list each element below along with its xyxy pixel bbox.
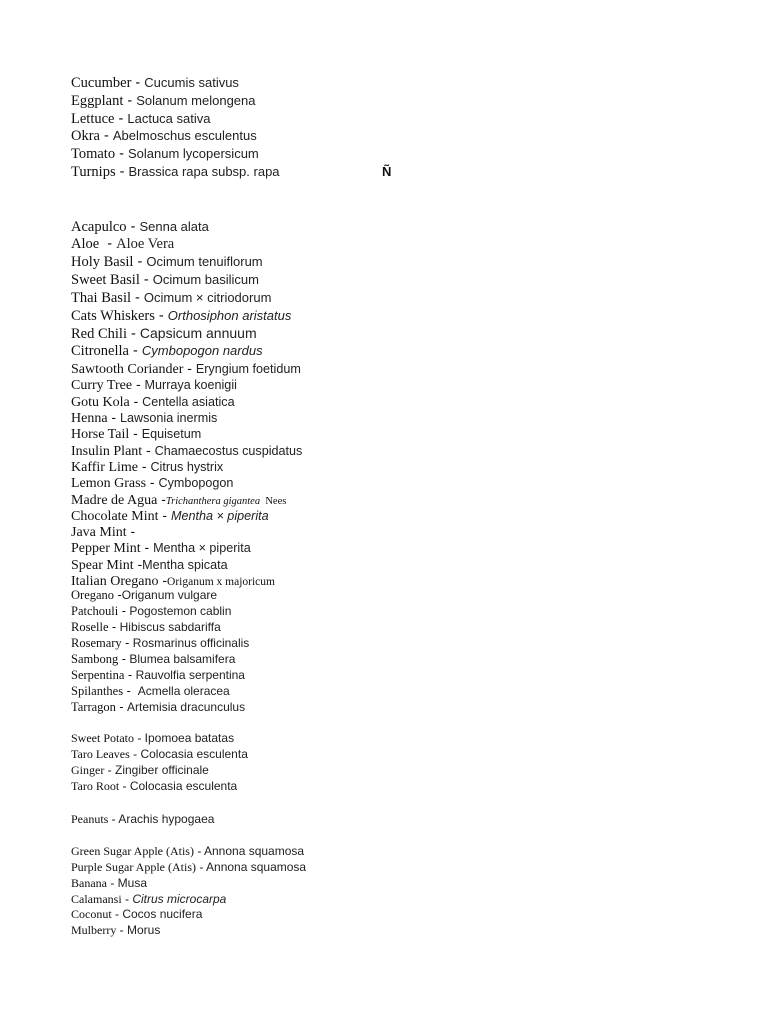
separator: -: [126, 218, 140, 235]
common-name: Sweet Basil: [71, 272, 140, 289]
common-name: Citronella: [71, 343, 129, 360]
separator: -: [157, 490, 166, 507]
common-name: Cucumber: [71, 75, 132, 91]
plant-entry: [71, 218, 731, 236]
separator: -: [193, 843, 204, 858]
scientific-name: Ocimum tenuiflorum: [146, 254, 263, 270]
plant-group: [71, 731, 731, 795]
scientific-name: Artemisia dracunculus: [127, 699, 246, 714]
separator: -: [114, 588, 122, 603]
separator: -: [99, 235, 117, 252]
plant-entry: [71, 668, 731, 684]
plant-entry: [71, 763, 731, 779]
plant-entry: [71, 588, 731, 604]
common-name: Chocolate Mint: [71, 508, 159, 524]
common-name: Holy Basil: [71, 254, 134, 271]
separator: -: [139, 272, 153, 289]
scientific-name: Lactuca sativa: [127, 110, 211, 126]
scientific-name: Morus: [127, 923, 161, 938]
common-name: Eggplant: [71, 92, 124, 109]
scientific-name: Mentha × piperita: [170, 508, 269, 523]
scientific-name: Musa: [117, 875, 147, 890]
scientific-name: Pogostemon cablin: [129, 604, 232, 619]
plant-entry: [71, 812, 731, 828]
plant-entry: [71, 409, 731, 425]
separator: -: [132, 376, 145, 393]
separator: -: [118, 604, 130, 619]
separator: -: [138, 457, 151, 474]
scientific-name: Abelmoschus esculentus: [112, 128, 257, 144]
group-spacer: [71, 795, 731, 812]
plant-entry: [71, 393, 731, 409]
scientific-name: Chamaecostus cuspidatus: [154, 443, 303, 458]
plant-group: [71, 360, 731, 588]
common-name: Ginger: [71, 763, 105, 778]
scientific-name: Cymbopogon: [158, 476, 234, 491]
separator: -: [119, 779, 130, 794]
plant-entry: [71, 236, 731, 254]
common-name: Calamansi: [71, 891, 122, 906]
scientific-name: Lawsonia inermis: [120, 411, 218, 426]
common-name: Red Chili: [71, 325, 127, 342]
separator: -: [140, 539, 154, 556]
common-name: Tomato: [71, 146, 116, 163]
scientific-name: Eryngium foetidum: [195, 362, 301, 377]
stray-character: Ñ: [382, 163, 392, 179]
separator: -: [129, 392, 143, 409]
separator: -: [127, 325, 140, 342]
scientific-name: Colocasia esculenta: [140, 747, 248, 762]
common-name: Thai Basil: [71, 289, 132, 306]
separator: -: [108, 620, 120, 635]
scientific-name: Trichanthera gigantea: [165, 495, 261, 507]
scientific-name: Rauvolfia serpentina: [135, 667, 245, 682]
separator: -: [133, 254, 147, 271]
group-spacer: [71, 715, 731, 731]
scientific-name: Cucumis sativus: [144, 75, 239, 90]
plant-entry: [71, 779, 731, 795]
group-spacer: [71, 828, 731, 844]
plant-entry: [71, 539, 731, 555]
common-name: Mulberry: [71, 923, 117, 938]
common-name: Lettuce: [71, 110, 115, 127]
separator: -: [115, 163, 129, 180]
separator: -: [116, 923, 127, 938]
separator: -: [104, 763, 115, 778]
plant-entry: [71, 572, 731, 588]
scientific-name: Zingiber officinale: [115, 763, 209, 778]
plant-entry: [71, 342, 731, 360]
scientific-name: Arachis hypogaea: [118, 812, 215, 826]
scientific-name: Blumea balsamifera: [129, 651, 236, 666]
common-name: Spilanthes: [71, 683, 124, 698]
separator: -: [146, 474, 159, 491]
scientific-name: Ipomoea batatas: [144, 731, 235, 746]
common-name: Taro Root: [71, 779, 120, 794]
plant-entry: [71, 458, 731, 474]
plant-entry: [71, 145, 731, 163]
common-name: Curry Tree: [71, 378, 133, 394]
plant-entry: [71, 163, 731, 181]
scientific-name: Annona squamosa: [204, 843, 305, 858]
separator: -: [121, 891, 133, 906]
plant-entry: [71, 307, 731, 325]
separator: -: [129, 343, 142, 360]
scientific-name: Murraya koenigii: [144, 378, 237, 393]
separator: -: [123, 683, 138, 698]
plant-group: [71, 588, 731, 715]
common-name: Purple Sugar Apple (Atis): [71, 859, 196, 874]
plant-entry: [71, 507, 731, 523]
common-name: Serpentina: [71, 667, 125, 682]
plant-entry: [71, 425, 731, 441]
scientific-name: Brassica rapa subsp. rapa: [128, 163, 280, 179]
separator: -: [121, 635, 133, 650]
plant-entry: [71, 652, 731, 668]
common-name: Sawtooth Coriander: [71, 362, 184, 378]
common-name: Oregano: [71, 588, 115, 603]
plant-entry: [71, 74, 731, 92]
plant-entry: [71, 876, 731, 892]
plant-group: [71, 74, 731, 181]
author-citation: Nees: [260, 495, 287, 507]
scientific-name: Rosmarinus officinalis: [132, 635, 250, 650]
common-name: Cats Whiskers: [71, 307, 155, 324]
common-name: Patchouli: [71, 604, 119, 619]
scientific-name: Solanum lycopersicum: [127, 146, 259, 162]
scientific-name: Acmella oleracea: [137, 683, 230, 698]
plant-entry: [71, 731, 731, 747]
common-name: Aloe: [71, 235, 100, 252]
plant-entry: [71, 360, 731, 376]
plant-entry: [71, 474, 731, 490]
plant-entry: [71, 289, 731, 307]
common-name: Lemon Grass: [71, 476, 147, 492]
separator: -: [108, 812, 119, 826]
common-name: Spear Mint: [71, 557, 134, 573]
separator: -: [115, 146, 128, 163]
separator: -: [124, 667, 136, 682]
common-name: Tarragon: [71, 699, 116, 714]
separator: -: [133, 555, 143, 572]
plant-entry: [71, 860, 731, 876]
plant-entry: [71, 442, 731, 458]
scientific-name: Cocos nucifera: [122, 907, 203, 922]
separator: -: [183, 360, 196, 377]
separator: -: [129, 747, 141, 762]
group-spacer: [71, 181, 731, 218]
common-name: Coconut: [71, 907, 112, 922]
scientific-name: Aloe Vera: [116, 235, 175, 252]
scientific-name: Origanum x majoricum: [167, 576, 275, 589]
separator: -: [114, 110, 128, 127]
separator: -: [129, 425, 142, 442]
common-name: Okra: [71, 128, 100, 145]
common-name: Kaffir Lime: [71, 459, 138, 475]
scientific-name: Ocimum basilicum: [152, 272, 259, 288]
separator: -: [154, 307, 168, 324]
plant-entry: [71, 271, 731, 289]
separator: -: [107, 409, 120, 426]
scientific-name: Citrus hystrix: [150, 459, 224, 474]
common-name: Java Mint: [71, 525, 127, 541]
plant-entry: [71, 892, 731, 908]
common-name: Banana: [71, 875, 107, 890]
plant-group: [71, 844, 731, 939]
plant-group: [71, 218, 731, 360]
common-name: Taro Leaves: [71, 747, 130, 762]
plant-entry: [71, 844, 731, 860]
scientific-name: Ocimum × citriodorum: [143, 289, 272, 305]
plant-entry: [71, 700, 731, 716]
plant-entry: [71, 684, 731, 700]
scientific-name: Annona squamosa: [206, 859, 307, 874]
separator: -: [111, 907, 123, 922]
common-name: Sweet Potato: [71, 731, 134, 746]
scientific-name: Citrus microcarpa: [132, 891, 227, 906]
common-name: Roselle: [71, 620, 109, 635]
scientific-name: Centella asiatica: [142, 394, 235, 409]
scientific-name: Origanum vulgare: [121, 588, 218, 603]
scientific-name: Senna alata: [139, 218, 209, 234]
scientific-name: Mentha × piperita: [153, 541, 251, 556]
plant-group: [71, 812, 731, 828]
plant-entry: [71, 92, 731, 110]
separator: -: [196, 859, 207, 874]
common-name: Madre de Agua: [71, 492, 158, 508]
scientific-name: Cymbopogon nardus: [141, 343, 263, 359]
plant-entry: [71, 523, 731, 539]
separator: -: [126, 523, 136, 540]
separator: -: [134, 731, 145, 746]
common-name: Turnips: [71, 163, 116, 180]
common-name: Peanuts: [71, 812, 109, 826]
plant-entry: [71, 620, 731, 636]
separator: -: [100, 128, 113, 145]
common-name: Pepper Mint: [71, 541, 141, 557]
separator: -: [131, 289, 144, 306]
scientific-name: Colocasia esculenta: [129, 779, 238, 794]
plant-list-document: [71, 74, 731, 939]
scientific-name: Capsicum annuum: [139, 324, 257, 341]
separator: -: [123, 92, 137, 109]
separator: -: [118, 651, 130, 666]
plant-entry: [71, 491, 731, 507]
scientific-name: Equisetum: [141, 427, 202, 442]
separator: -: [158, 506, 171, 523]
separator: -: [106, 875, 118, 890]
separator: -: [131, 75, 145, 91]
common-name: Henna: [71, 411, 108, 427]
scientific-name: Hibiscus sabdariffa: [119, 620, 221, 635]
common-name: Horse Tail: [71, 427, 130, 443]
plant-entry: [71, 110, 731, 128]
common-name: Sambong: [71, 651, 119, 666]
common-name: Italian Oregano: [71, 574, 159, 590]
plant-entry: [71, 325, 731, 343]
separator: -: [158, 572, 168, 589]
plant-entry: [71, 556, 731, 572]
plant-entry: [71, 604, 731, 620]
common-name: Green Sugar Apple (Atis): [71, 843, 194, 858]
common-name: Rosemary: [71, 635, 122, 650]
plant-entry: [71, 376, 731, 392]
scientific-name: Orthosiphon aristatus: [167, 307, 292, 323]
scientific-name: Solanum melongena: [136, 92, 256, 108]
plant-entry: [71, 253, 731, 271]
common-name: Acapulco: [71, 218, 127, 235]
plant-entry: [71, 907, 731, 923]
separator: -: [142, 441, 155, 458]
separator: -: [115, 699, 128, 714]
scientific-name: Mentha spicata: [142, 557, 228, 572]
plant-entry: [71, 923, 731, 939]
common-name: Gotu Kola: [71, 394, 130, 410]
plant-entry: [71, 127, 731, 145]
plant-entry: [71, 747, 731, 763]
common-name: Insulin Plant: [71, 443, 143, 459]
plant-entry: [71, 636, 731, 652]
